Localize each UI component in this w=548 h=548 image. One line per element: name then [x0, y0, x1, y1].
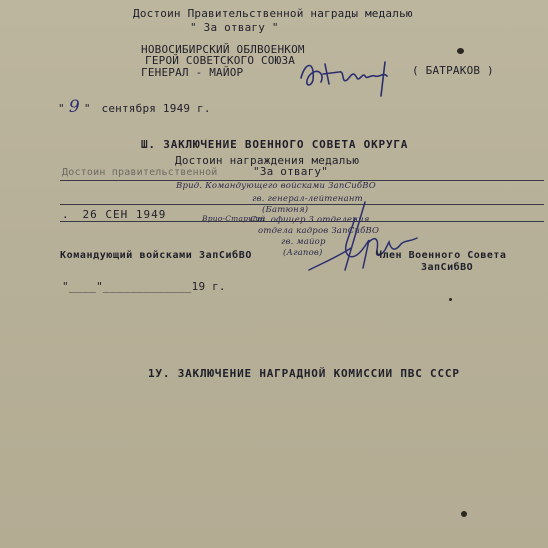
section4-line2: "За отвагу": [253, 165, 329, 178]
council-label-2: ЗапСибВО: [421, 262, 474, 273]
council-label-1: Член Военного Совета: [376, 250, 507, 261]
section4-heading: Ш. ЗАКЛЮЧЕНИЕ ВОЕННОГО СОВЕТА ОКРУГА: [141, 138, 409, 151]
section4-line1: Достоин награждения медалью: [175, 154, 360, 167]
ink-spot-2: [461, 511, 467, 517]
signature-batrakov: [295, 52, 405, 98]
stamp-dot: .: [62, 208, 83, 221]
org-line-3: ГЕНЕРАЛ - МАЙОР: [141, 66, 244, 79]
officer-rank: гв. майор: [281, 237, 326, 247]
date-quote-open: ": [58, 102, 65, 115]
ink-spot-1: [457, 48, 464, 54]
commander-label: Командующий войсками ЗапСибВО: [60, 250, 252, 261]
officer-prefix: Врио-Старший: [202, 214, 266, 223]
signer-name: ( БАТРАКОВ ): [412, 64, 494, 77]
award-title-line1: Достоин Правительственной награды медалью: [133, 7, 413, 20]
signature-officer: [305, 198, 423, 278]
org-line-1: НОВОСИБИРСКИЙ ОБЛВОЕНКОМ: [141, 43, 305, 56]
date-quote-close: ": [83, 102, 91, 115]
date-month-year: сентября 1949 г.: [101, 102, 211, 115]
struck-text: Достоин правительственной: [62, 167, 218, 178]
officer-name: (Агапов): [283, 248, 323, 258]
commander-title: Врид. Командующего войсками ЗапСибВО: [176, 181, 376, 191]
section5-heading: 1У. ЗАКЛЮЧЕНИЕ НАГРАДНОЙ КОМИССИИ ПВС СССР: [148, 367, 460, 380]
date-placeholder: "____"_____________19 г.: [62, 280, 226, 293]
date-day: 9: [68, 97, 80, 117]
officer-title: Ст. офицер 3 отделения: [250, 215, 370, 225]
date-line: [58, 97, 211, 117]
award-title-line2: " За отвагу ": [190, 21, 279, 34]
stamp-date: [62, 208, 166, 221]
ink-spot-3: [449, 298, 452, 301]
commander-rank: гв. генерал-лейтенант: [252, 194, 363, 204]
stamp-date-text: 26 СЕН 1949: [82, 208, 167, 221]
commander-name: (Батюня): [262, 205, 309, 215]
officer-dept: отдела кадров ЗапСибВО: [258, 226, 380, 236]
org-line-2: ГЕРОЙ СОВЕТСКОГО СОЮЗА: [145, 54, 296, 67]
